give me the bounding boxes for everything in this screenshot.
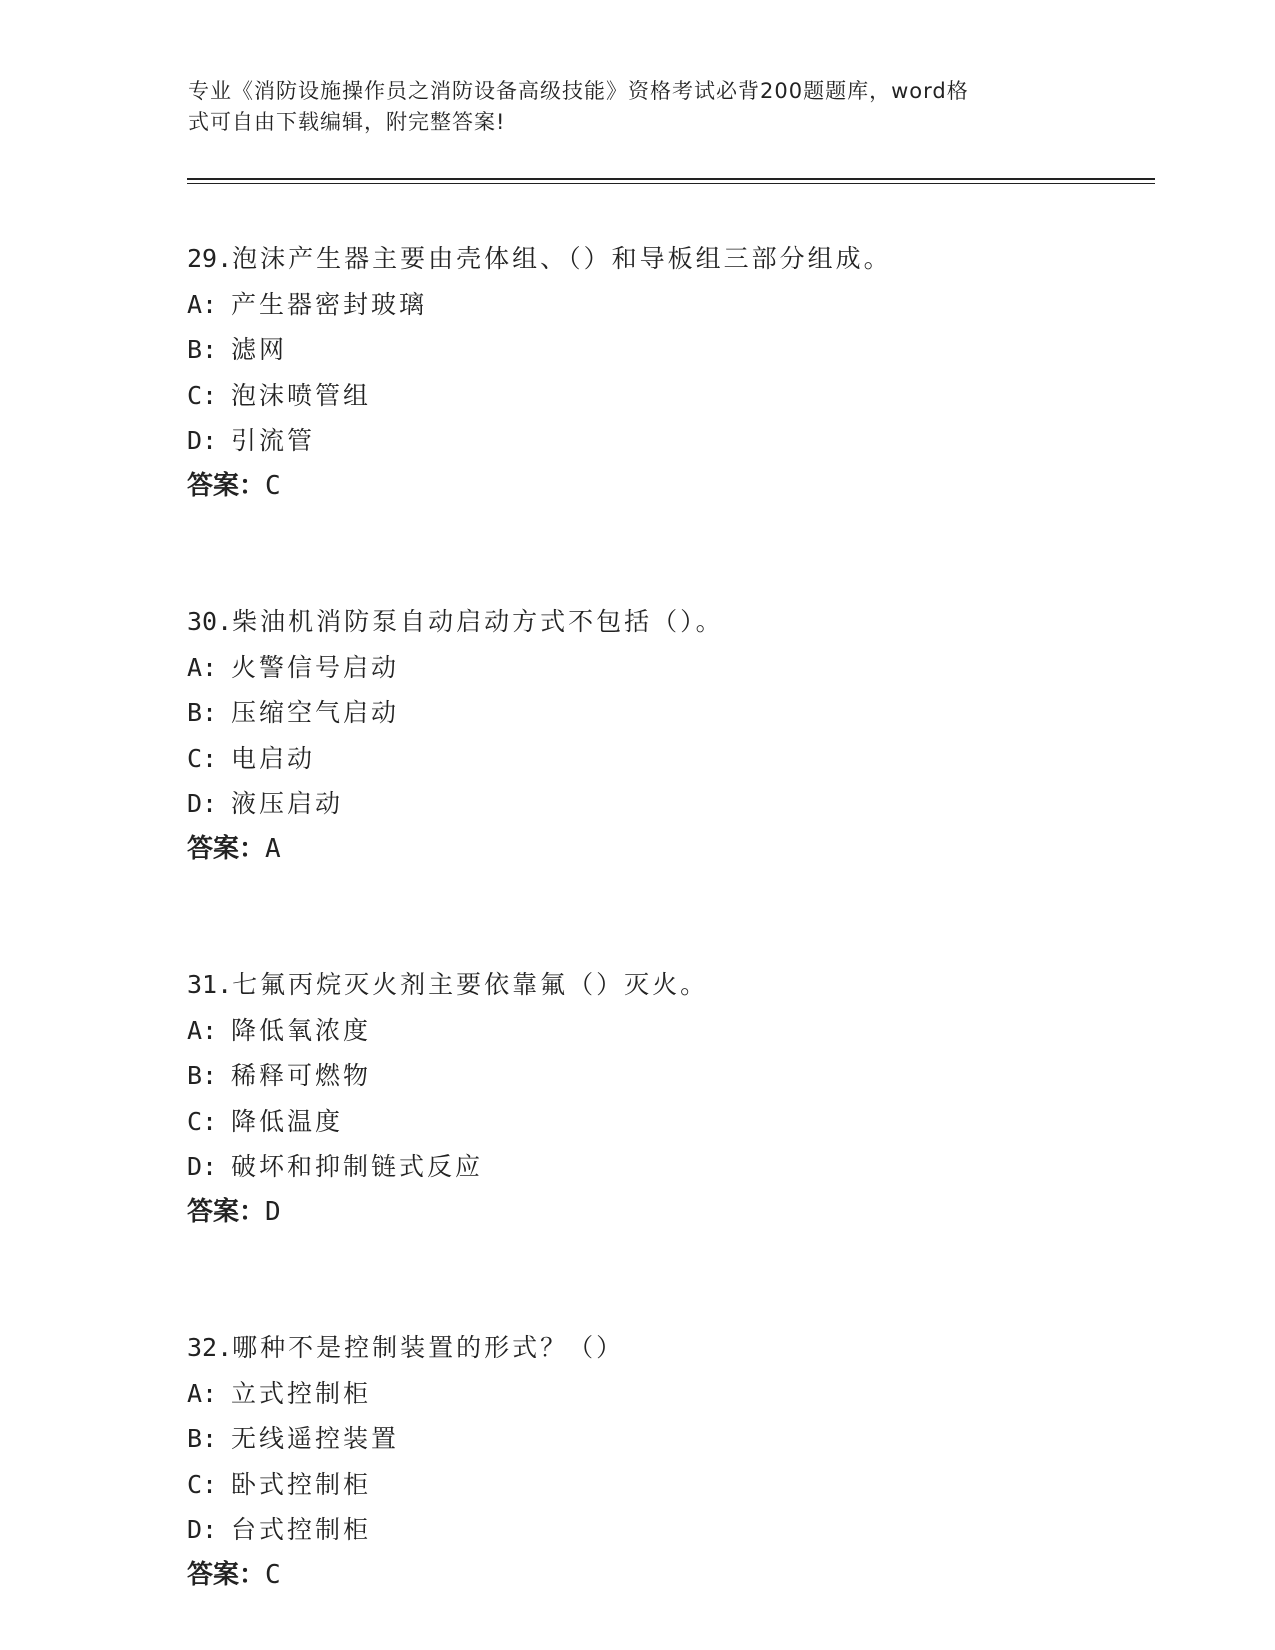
option-b (187, 327, 1147, 373)
answer-label: 答案： (187, 1559, 266, 1590)
question-30 (187, 599, 1147, 872)
option-text: 破坏和抑制链式反应 (231, 1152, 484, 1181)
answer-value: C (265, 1559, 281, 1590)
option-d (187, 1507, 1147, 1553)
option-text: 电启动 (231, 743, 316, 773)
question-31 (187, 962, 1147, 1235)
option-key: A: (187, 652, 218, 682)
question-32 (187, 1325, 1147, 1598)
option-c (187, 1462, 1147, 1508)
option-b (187, 1053, 1147, 1099)
option-text: 火警信号启动 (231, 652, 400, 682)
option-d (187, 418, 1147, 464)
header-divider-thin (187, 183, 1155, 184)
option-key: B: (187, 1061, 218, 1090)
option-b (187, 1416, 1147, 1462)
option-text: 引流管 (231, 426, 316, 455)
option-a (187, 1371, 1147, 1417)
document-header (188, 76, 1068, 138)
option-text: 压缩空气启动 (231, 698, 400, 727)
answer-label: 答案： (187, 470, 266, 501)
question-text (187, 1325, 1147, 1371)
answer-label: 答案： (187, 1196, 266, 1227)
option-text: 降低氧浓度 (231, 1015, 372, 1045)
option-a (187, 645, 1147, 691)
header-line-2: 式可自由下载编辑，附完整答案! (188, 110, 506, 134)
option-c (187, 736, 1147, 782)
question-text (187, 962, 1147, 1008)
option-d (187, 781, 1147, 827)
option-key: D: (187, 426, 218, 455)
answer-label: 答案： (187, 833, 266, 864)
answer-value: C (265, 470, 281, 501)
question-stem: 柴油机消防泵自动启动方式不包括（）。 (232, 607, 724, 636)
answer-line (187, 827, 1147, 873)
option-key: A: (187, 289, 218, 319)
option-key: B: (187, 698, 218, 727)
question-stem: 哪种不是控制装置的形式？（） (232, 1333, 625, 1362)
option-key: D: (187, 1152, 218, 1181)
option-text: 液压启动 (231, 789, 344, 818)
option-d (187, 1144, 1147, 1190)
option-a (187, 1008, 1147, 1054)
option-key: D: (187, 1515, 218, 1544)
header-line-1: 专业《消防设施操作员之消防设备高级技能》资格考试必背200题题库，word格 (188, 79, 969, 103)
question-text (187, 599, 1147, 645)
question-number: 30. (187, 607, 233, 636)
option-text: 泡沫喷管组 (231, 380, 372, 410)
option-text: 产生器密封玻璃 (231, 289, 428, 319)
option-key: A: (187, 1015, 218, 1045)
question-29 (187, 236, 1147, 509)
question-number: 31. (187, 970, 233, 999)
answer-line (187, 464, 1147, 510)
option-key: B: (187, 1424, 218, 1453)
answer-value: D (265, 1196, 281, 1227)
question-number: 29. (187, 244, 233, 273)
question-text (187, 236, 1147, 282)
option-key: C: (187, 1106, 218, 1136)
answer-value: A (265, 833, 281, 864)
question-spacer (187, 1235, 1147, 1325)
option-c (187, 373, 1147, 419)
option-text: 无线遥控装置 (231, 1424, 400, 1453)
question-stem: 七氟丙烷灭火剂主要依靠氟（）灭火。 (232, 970, 709, 999)
option-text: 滤网 (231, 335, 288, 364)
option-c (187, 1099, 1147, 1145)
question-spacer (187, 509, 1147, 599)
answer-line (187, 1190, 1147, 1236)
question-list (187, 236, 1147, 1598)
header-divider-thick (187, 178, 1155, 180)
option-text: 卧式控制柜 (231, 1469, 372, 1499)
option-key: B: (187, 335, 218, 364)
answer-line (187, 1553, 1147, 1599)
option-key: A: (187, 1378, 218, 1408)
option-key: C: (187, 380, 218, 410)
option-text: 立式控制柜 (231, 1378, 372, 1408)
option-text: 降低温度 (231, 1106, 344, 1136)
question-number: 32. (187, 1333, 233, 1362)
option-key: C: (187, 743, 218, 773)
option-b (187, 690, 1147, 736)
option-key: C: (187, 1469, 218, 1499)
question-spacer (187, 872, 1147, 962)
option-text: 台式控制柜 (231, 1515, 372, 1544)
option-text: 稀释可燃物 (231, 1061, 372, 1090)
option-a (187, 282, 1147, 328)
option-key: D: (187, 789, 218, 818)
question-stem: 泡沫产生器主要由壳体组、（）和导板组三部分组成。 (232, 244, 892, 273)
